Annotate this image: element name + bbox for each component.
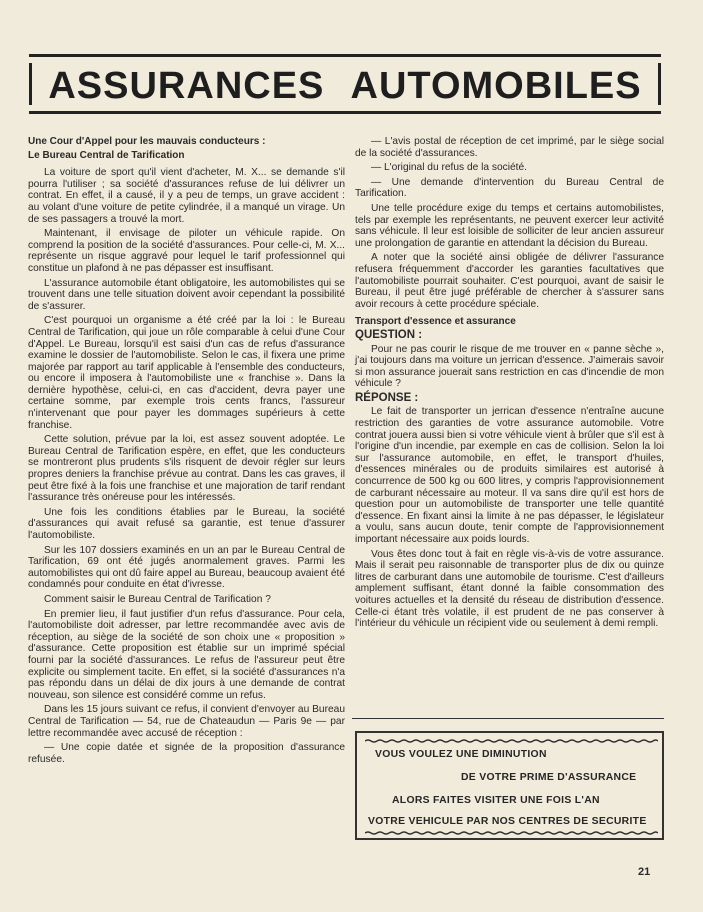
paragraph: En premier lieu, il faut justifier d'un refus d'assurance. Pour cela, l'automobiliste doit adresser, par lettre recommandée avec avis de réception, au siège de la société de son choix une « proposition » d'assurance. Cette proposition est établie sur un imprimé spécial fourni par la société d'assurances. Le refus de l'assureur peut être explicite ou simplement tacite. En effet, si la société d'assurances n'a pas répondu dans un délai de dix jours à une demande de contrat nouveau, son silence est considéré comme un refus. xyxy=(28,608,345,701)
advert-line-2: DE VOTRE PRIME D'ASSURANCE xyxy=(461,772,637,783)
paragraph: Comment saisir le Bureau Central de Tarification ? xyxy=(44,593,271,605)
advert-line-3: ALORS FAITES VISITER UNE FOIS L'AN xyxy=(392,795,600,806)
answer-label: RÉPONSE : xyxy=(355,391,419,404)
section-heading: Transport d'essence et assurance xyxy=(355,316,516,328)
wave-border-bottom xyxy=(365,831,658,835)
paragraph: Dans les 15 jours suivant ce refus, il convient d'envoyer au Bureau Central de Tarification — 54, rue de Chateaudun — Paris 9e — par lettre recommandée avec accusé de réception : xyxy=(28,704,345,739)
paragraph: Sur les 107 dossiers examinés en un an par le Bureau Central de Tarification, 69 ont été jugés anormalement graves. Parmi les automobilistes qui ont dû faire appel au Bureau, beaucoup avaient été condamnés pour conduite en état d'ivresse. xyxy=(28,544,345,591)
question-label: QUESTION : xyxy=(355,328,423,341)
wave-border-top xyxy=(365,739,658,743)
paragraph: — Une demande d'intervention du Bureau Central de Tarification. xyxy=(355,176,664,200)
section-heading: Une Cour d'Appel pour les mauvais conducteurs : xyxy=(28,136,266,147)
paragraph: Cette solution, prévue par la loi, est assez souvent adoptée. Le Bureau Central de Tarification espère, en effet, que les conducteurs se montreront plus prudents s'ils risquent de devoir régler sur leurs propres deniers la franchise prévue au contrat. Dans les cas graves, il peut être fixé à la fois une franchise et une majoration de tarif rendant l'assurance très onéreuse pour les intéressés. xyxy=(28,434,345,504)
left-column xyxy=(28,136,345,768)
advert-line-1: VOUS VOULEZ UNE DIMINUTION xyxy=(375,749,547,760)
divider-rule xyxy=(352,718,664,719)
answer-text: Vous êtes donc tout à fait en règle vis-à-vis de votre assurance. Mais il serait peu raisonnable de transporter plus de dix ou quinze litres de carburant dans une automobile de tourisme. C'est d'ailleurs amplement suffisant, étant donné la faible consommation des voitures actuelles et la densité du réseau de distribution d'essence. Celle-ci étant très volatile, il est prudent de ne pas conserver à l'intérieur du véhicule un récipient vide ou seulement à demi rempli. xyxy=(355,548,664,630)
title-frame xyxy=(29,54,661,114)
paragraph: — L'avis postal de réception de cet imprimé, par le siège social de la société d'assurances. xyxy=(355,136,664,159)
paragraph: Une telle procédure exige du temps et certains automobilistes, tels par exemple les représentants, ne peuvent exercer leur activité sans véhicule. Il leur est loisible de solliciter de leur ancien assureur une prolongation de garantie en attendant la décision du Bureau. xyxy=(355,202,664,249)
answer-text: Le fait de transporter un jerrican d'essence n'entraîne aucune restriction des garanties de votre assurance automobile. Votre contrat jouera aussi bien si votre véhicule vient à brûler que s'il est à l'origine d'un incendie, par exemple en cas de collision. Selon la loi sur l'assurance automobile, en effet, le transport d'huiles, d'essences minérales ou de produits similaires est autorisé à concurrence de 500 kg ou 600 litres, y compris l'approvisionnement de carburant nécessaire au moteur. Il va sans dire qu'il est hors de question pour un automobiliste de transporter une telle quantité d'essence. En fixant ainsi la limite à ne pas dépasser, le législateur a voulu, sans aucun doute, tenir compte de l'approvisionnement important nécessaire aux poids lourds. xyxy=(355,406,664,545)
question-text: Pour ne pas courir le risque de me trouver en « panne sèche », j'ai toujours dans ma voiture un jerrican d'essence. J'aimerais savoir si mon assurance jouerait sans restriction en cas d'incendie de mon véhicule ? xyxy=(355,343,664,390)
right-column xyxy=(355,136,664,633)
paragraph: La voiture de sport qu'il vient d'acheter, M. X... se demande s'il pourra l'utiliser ; sa société d'assurances refuse de lui délivrer un contrat. En effet, il a causé, il y a peu de temps, un grave accident : au volant d'une voiture de petite cylindrée, il a manqué un virage. Un de ses passagers a trouvé la mort. xyxy=(28,167,345,225)
section-subheading: Le Bureau Central de Tarification xyxy=(28,149,185,161)
advert-line-4: VOTRE VEHICULE PAR NOS CENTRES DE SECURITE xyxy=(368,816,647,827)
page-number: 21 xyxy=(638,866,651,878)
paragraph: Maintenant, il envisage de piloter un véhicule rapide. On comprend la position de la société d'assurances. Pour celle-ci, M. X... représente un risque aggravé pour lequel le tarif professionnel qui constitue un plafond à ne pas dépasser est insuffisant. xyxy=(28,228,345,274)
paragraph: A noter que la société ainsi obligée de délivrer l'assurance refusera fréquemment d'accorder les garanties facultatives que l'automobiliste pourrait souhaiter. C'est pourquoi, avant de saisir le Bureau, il peut être jugé préférable de chercher à s'assurer sans avoir recours à cette procédure spéciale. xyxy=(355,252,664,310)
page-title: ASSURANCES AUTOMOBILES xyxy=(48,65,642,107)
paragraph: Une fois les conditions établies par le Bureau, la société d'assurances qui avait refusé sa garantie, est tenue d'assurer l'automobiliste. xyxy=(28,506,345,541)
paragraph: C'est pourquoi un organisme a été créé par la loi : le Bureau Central de Tarification, qui joue un rôle comparable à celui d'une Cour d'Appel. Le Bureau, lorsqu'il est saisi d'un cas de refus d'assurance examine le dossier de l'automobiliste. Selon le cas, il fixera une prime majorée par rapport au tarif applicable à l'ensemble des conducteurs, ou encore il imposera à l'automobiliste une « franchise ». Dans la dernière hypothèse, celui-ci, en cas d'accident, devra payer une certaine somme, par exemple trois cents francs, l'assureur n'intervenant que pour payer les dommages supérieurs à cette franchise. xyxy=(28,315,345,431)
paragraph: L'assurance automobile étant obligatoire, les automobilistes qui se trouvent dans une telle situation doivent avoir cependant la possibilité de s'assurer. xyxy=(28,277,345,312)
paragraph: — L'original du refus de la société. xyxy=(371,162,527,174)
paragraph: — Une copie datée et signée de la proposition d'assurance refusée. xyxy=(28,742,345,765)
advert-box xyxy=(355,731,664,840)
